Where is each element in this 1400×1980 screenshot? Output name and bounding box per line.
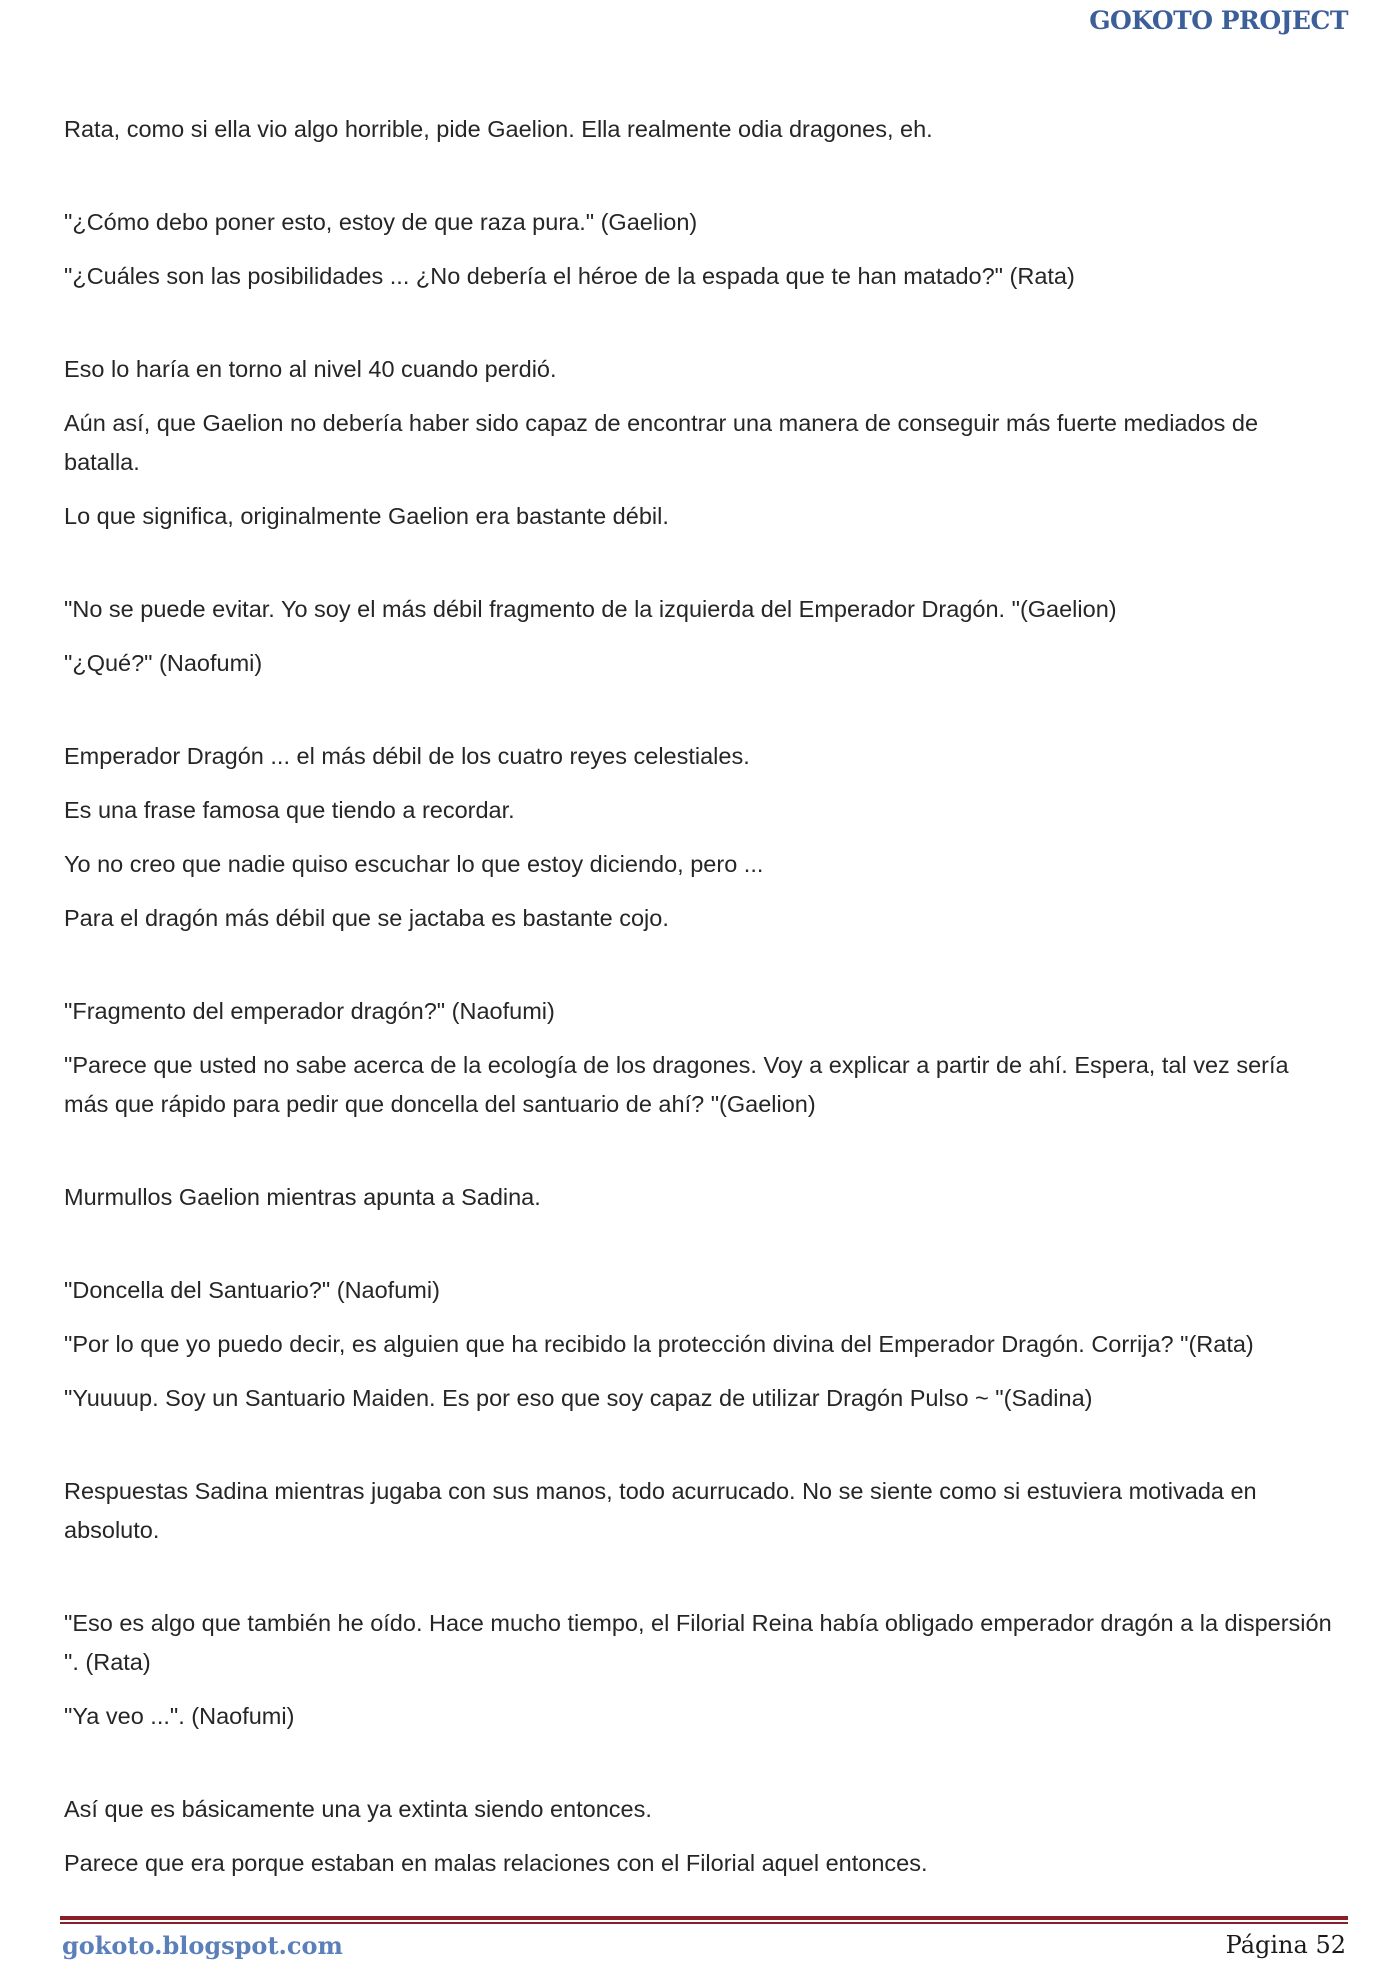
paragraph: Respuestas Sadina mientras jugaba con sus manos, todo acurrucado. No se siente como si estuviera motivada en absoluto. xyxy=(64,1478,1257,1543)
paragraph: Murmullos Gaelion mientras apunta a Sadina. xyxy=(64,1184,541,1210)
paragraph: "Eso es algo que también he oído. Hace mucho tiempo, el Filorial Reina había obligado emperador dragón a la dispersión ". (Rata) xyxy=(64,1610,1332,1675)
paragraph: Para el dragón más débil que se jactaba es bastante cojo. xyxy=(64,905,669,931)
paragraph: Es una frase famosa que tiendo a recordar. xyxy=(64,797,515,823)
paragraph: "No se puede evitar. Yo soy el más débil fragmento de la izquierda del Emperador Dragón. "(Gaelion) xyxy=(64,596,1117,622)
paragraph: Lo que significa, originalmente Gaelion era bastante débil. xyxy=(64,503,669,529)
paragraph: Así que es básicamente una ya extinta siendo entonces. xyxy=(64,1796,652,1822)
footer-divider xyxy=(60,1916,1348,1920)
page-body xyxy=(64,110,1336,1898)
paragraph: Emperador Dragón ... el más débil de los cuatro reyes celestiales. xyxy=(64,743,750,769)
paragraph: "¿Qué?" (Naofumi) xyxy=(64,650,263,676)
paragraph: Aún así, que Gaelion no debería haber sido capaz de encontrar una manera de conseguir más fuerte mediados de batalla. xyxy=(64,410,1259,475)
paragraph: "Doncella del Santuario?" (Naofumi) xyxy=(64,1277,440,1303)
paragraph: "¿Cuáles son las posibilidades ... ¿No debería el héroe de la espada que te han matado?" (Rata) xyxy=(64,263,1075,289)
paragraph: "¿Cómo debo poner esto, estoy de que raza pura." (Gaelion) xyxy=(64,209,698,235)
paragraph: Parece que era porque estaban en malas relaciones con el Filorial aquel entonces. xyxy=(64,1850,928,1876)
paragraph: "Ya veo ...". (Naofumi) xyxy=(64,1703,295,1729)
footer-site-url: gokoto.blogspot.com xyxy=(62,1931,343,1960)
page-number: Página 52 xyxy=(1225,1931,1346,1959)
paragraph: "Parece que usted no sabe acerca de la ecología de los dragones. Voy a explicar a partir de ahí. Espera, tal vez sería más que rápido para pedir que doncella del santuario de ahí? "(Gaelion) xyxy=(64,1052,1289,1117)
paragraph: "Yuuuup. Soy un Santuario Maiden. Es por eso que soy capaz de utilizar Dragón Pulso ~ "(Sadina) xyxy=(64,1385,1093,1411)
paragraph: Yo no creo que nadie quiso escuchar lo que estoy diciendo, pero ... xyxy=(64,851,764,877)
paragraph: Eso lo haría en torno al nivel 40 cuando perdió. xyxy=(64,356,557,382)
paragraph: "Fragmento del emperador dragón?" (Naofumi) xyxy=(64,998,555,1024)
paragraph: "Por lo que yo puedo decir, es alguien que ha recibido la protección divina del Emperador Dragón. Corrija? "(Rata) xyxy=(64,1331,1254,1357)
header-logo: GOKOTO PROJECT xyxy=(1089,6,1348,35)
paragraph: Rata, como si ella vio algo horrible, pide Gaelion. Ella realmente odia dragones, eh. xyxy=(64,116,933,142)
footer-divider xyxy=(60,1922,1348,1924)
